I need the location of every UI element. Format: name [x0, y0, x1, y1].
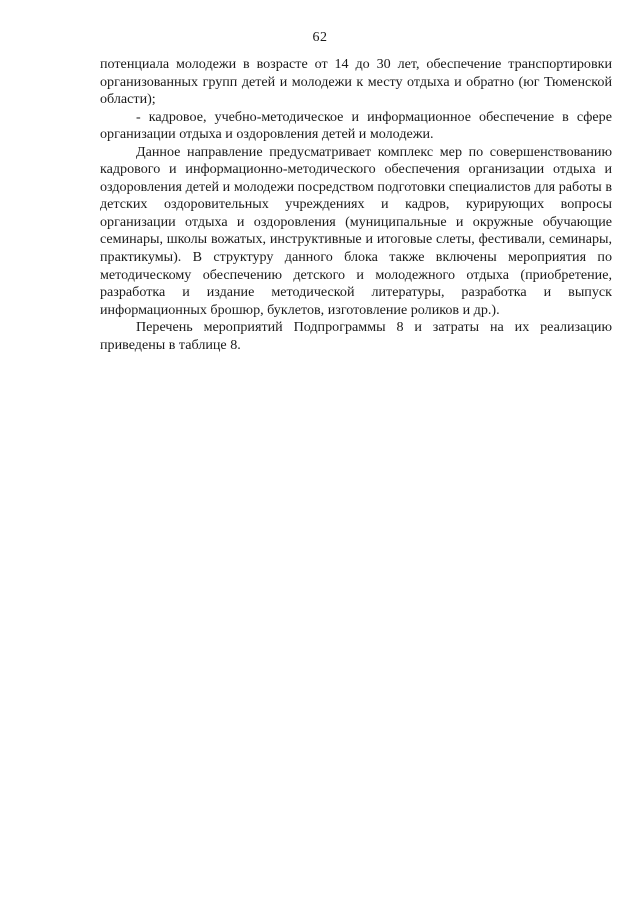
paragraph-transport: потенциала молодежи в возрасте от 14 до 30 лет, обеспечение транспортировки организованных групп детей и молодежи к месту отдыха и обратно (юг Тюменской области);: [100, 56, 612, 108]
paragraph-table-reference: Перечень мероприятий Подпрограммы 8 и затраты на их реализацию приведены в таблице 8.: [100, 319, 612, 353]
page-number: 62: [312, 30, 328, 45]
paragraph-staffing-item: - кадровое, учебно-методическое и информационное обеспечение в сфере организации отдыха и оздоровления детей и молодежи.: [100, 108, 612, 143]
paragraph-direction-description: Данное направление предусматривает комплекс мер по совершенствованию кадрового и информационно-методического обеспечения организации отдыха и оздоровления детей и молодежи посредством подготовки специалистов для работы в детских оздоровительных учреждениях и кадров, курирующих вопросы организации отдыха и оздоровления (муниципальные и окружные обучающие семинары, школы вожатых, инструктивные и итоговые слеты, фестивали, семинары, практикумы). В структуру данного блока также включены мероприятия по методическому обеспечению детского и молодежного отдыха (приобретение, разработка и издание методической литературы, разработка и выпуск информационных брошюр, буклетов, изготовление роликов и др.).: [100, 143, 612, 318]
document-body: [100, 56, 612, 354]
